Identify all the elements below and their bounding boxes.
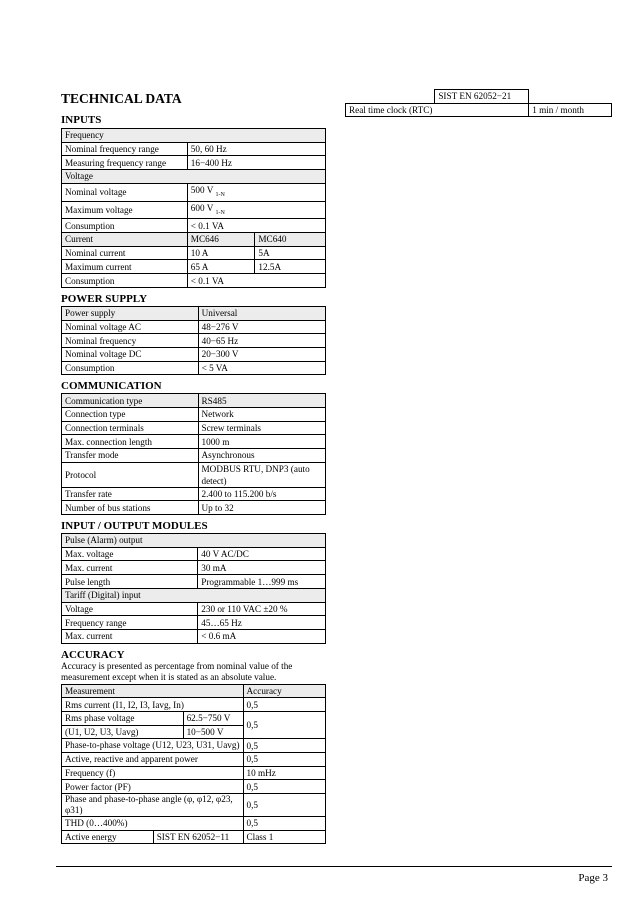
table-row: SIST EN 62052−21 xyxy=(346,90,612,104)
rtc-table xyxy=(345,89,612,117)
table-row: Nominal voltage AC 48−276 V xyxy=(62,320,326,334)
table-row: (U1, U2, U3, Uavg) 10−500 V xyxy=(62,725,326,739)
table-row: Max. current < 0.6 mA xyxy=(62,629,326,643)
accuracy-note: Accuracy is presented as percentage from nominal value of the measurement except when it is stated as an absolute value. xyxy=(61,660,293,682)
table-row: Phase-to-phase voltage (U12, U23, U31, Uavg) 0,5 xyxy=(62,739,326,753)
table-row: Transfer mode Asynchronous xyxy=(62,449,326,463)
table-row: Pulse length Programmable 1…999 ms xyxy=(62,575,326,589)
power-supply-table xyxy=(61,306,326,375)
table-row: Nominal frequency 40−65 Hz xyxy=(62,334,326,348)
table-row: Frequency xyxy=(62,129,326,143)
table-row: Active, reactive and apparent power 0,5 xyxy=(62,753,326,767)
communication-heading: COMMUNICATION xyxy=(61,380,162,393)
table-row: Power factor (PF) 0,5 xyxy=(62,780,326,794)
footer-divider xyxy=(56,866,612,867)
accuracy-table xyxy=(61,684,326,845)
table-row: Connection type Network xyxy=(62,407,326,421)
table-row: Consumption < 0.1 VA xyxy=(62,274,326,288)
table-row: Tariff (Digital) input xyxy=(62,588,326,602)
table-row: Voltage xyxy=(62,170,326,184)
table-row: Measurement Accuracy xyxy=(62,684,326,698)
table-row: Consumption < 5 VA xyxy=(62,361,326,375)
io-modules-heading: INPUT / OUTPUT MODULES xyxy=(61,520,208,533)
table-row: Power supply Universal xyxy=(62,306,326,320)
table-row: Nominal voltage 500 V $_{1-N}$ xyxy=(62,183,326,201)
page-number: Page 3 xyxy=(578,872,608,884)
table-row: Real time clock (RTC) 1 min / month xyxy=(346,103,612,117)
table-row: Transfer rate 2.400 to 115.200 b/s xyxy=(62,487,326,501)
table-row: Max. connection length 1000 m xyxy=(62,435,326,449)
table-row: Voltage 230 or 110 VAC ±20 % xyxy=(62,602,326,616)
table-row: Communication type RS485 xyxy=(62,394,326,408)
power-supply-heading: POWER SUPPLY xyxy=(61,292,148,305)
table-row: Rms current (I1, I2, I3, Iavg, In) 0,5 xyxy=(62,698,326,712)
table-row: Current MC646 MC640 xyxy=(62,233,326,247)
page-title: TECHNICAL DATA xyxy=(61,91,182,106)
table-row: Max. voltage 40 V AC/DC xyxy=(62,547,326,561)
accuracy-heading: ACCURACY xyxy=(61,648,125,661)
table-row: Nominal current 10 A 5A xyxy=(62,246,326,260)
table-row: Max. current 30 mA xyxy=(62,561,326,575)
table-row: Connection terminals Screw terminals xyxy=(62,421,326,435)
inputs-table xyxy=(61,128,326,288)
inputs-heading: INPUTS xyxy=(61,114,102,126)
table-row: Consumption < 0.1 VA xyxy=(62,219,326,233)
table-row: THD (0…400%) 0,5 xyxy=(62,817,326,831)
table-row: Rms phase voltage 62.5−750 V 0,5 xyxy=(62,711,326,725)
table-row: Nominal frequency range 50, 60 Hz xyxy=(62,142,326,156)
communication-table xyxy=(61,393,326,515)
table-row: Number of bus stations Up to 32 xyxy=(62,501,326,515)
table-row: Pulse (Alarm) output xyxy=(62,534,326,548)
table-row: Phase and phase-to-phase angle (φ, φ12, φ23, φ31) 0,5 xyxy=(62,794,326,817)
table-row: Maximum current 65 A 12.5A xyxy=(62,260,326,274)
table-row: Frequency range 45…65 Hz xyxy=(62,616,326,630)
table-row: Active energy SIST EN 62052−11 Class 1 xyxy=(62,830,326,844)
table-row: Nominal voltage DC 20−300 V xyxy=(62,347,326,361)
io-modules-table xyxy=(61,533,326,644)
table-row: Frequency (f) 10 mHz xyxy=(62,766,326,780)
table-row: Measuring frequency range 16−400 Hz xyxy=(62,156,326,170)
table-row: Protocol MODBUS RTU, DNP3 (auto detect) xyxy=(62,462,326,487)
table-row: Maximum voltage 600 V $_{1-N}$ xyxy=(62,201,326,219)
